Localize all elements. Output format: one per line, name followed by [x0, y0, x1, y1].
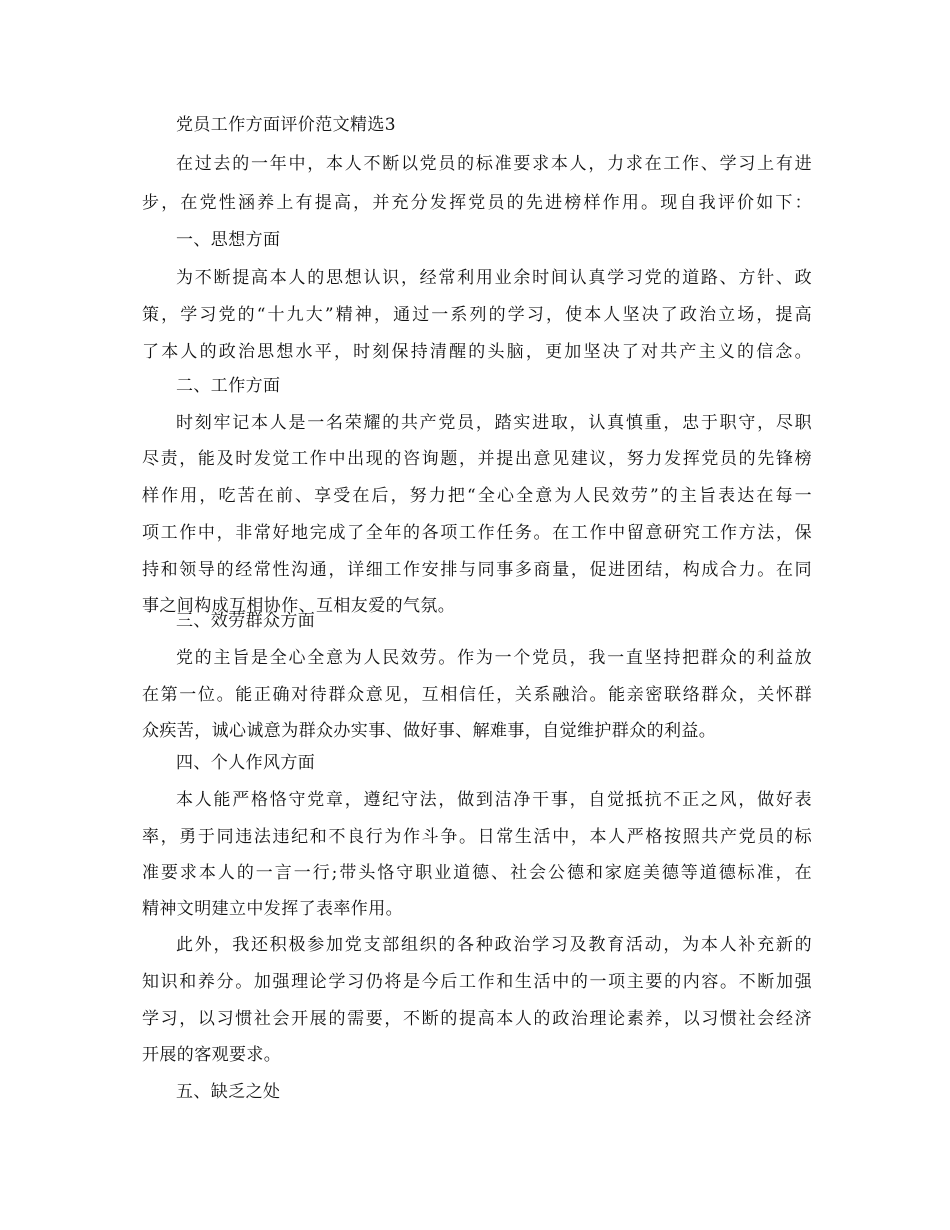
paragraph-line: 事之间构成互相协作、互相友爱的气氛。	[142, 596, 456, 616]
paragraph-line: 尽责，能及时发觉工作中出现的咨询题，并提出意见建议，努力发挥党员的先锋榜	[142, 449, 812, 469]
paragraph-line: 样作用，吃苦在前、享受在后，努力把“全心全意为人民效劳”的主旨表达在每一	[142, 486, 812, 506]
section-heading: 五、缺乏之处	[176, 1082, 281, 1102]
document-title: 党员工作方面评价范文精选3	[176, 115, 397, 135]
paragraph-line: 众疾苦，诚心诚意为群众办实事、做好事、解难事，自觉维护群众的利益。	[142, 721, 717, 741]
paragraph-line: 在第一位。能正确对待群众意见，互相信任，关系融洽。能亲密联络群众，关怀群	[142, 685, 812, 705]
intro-line: 在过去的一年中，本人不断以党员的标准要求本人，力求在工作、学习上有进	[176, 154, 812, 174]
paragraph-line: 精神文明建立中发挥了表率作用。	[142, 899, 403, 919]
paragraph-line: 项工作中，非常好地完成了全年的各项工作任务。在工作中留意研究工作方法，保	[142, 523, 812, 543]
paragraph-line: 学习，以习惯社会开展的需要，不断的提高本人的政治理论素养，以习惯社会经济	[142, 1009, 812, 1029]
section-heading: 二、工作方面	[176, 376, 281, 396]
section-heading: 三、效劳群众方面	[176, 611, 316, 631]
section-heading: 四、个人作风方面	[176, 753, 316, 773]
paragraph-line: 策，学习党的“十九大”精神，通过一系列的学习，使本人坚决了政治立场，提高	[142, 305, 812, 325]
paragraph-line: 时刻牢记本人是一名荣耀的共产党员，踏实进取，认真慎重，忠于职守，尽职	[176, 413, 812, 433]
intro-line: 步，在党性涵养上有提高，并充分发挥党员的先进榜样作用。现自我评价如下：	[142, 193, 812, 213]
paragraph-line: 了本人的政治思想水平，时刻保持清醒的头脑，更加坚决了对共产主义的信念。	[142, 342, 812, 362]
paragraph-line: 开展的客观要求。	[142, 1045, 282, 1065]
paragraph-line: 率，勇于同违法违纪和不良行为作斗争。日常生活中，本人严格按照共产党员的标	[142, 827, 812, 847]
paragraph-line: 知识和养分。加强理论学习仍将是今后工作和生活中的一项主要的内容。不断加强	[142, 972, 812, 992]
paragraph-line: 党的主旨是全心全意为人民效劳。作为一个党员，我一直坚持把群众的利益放	[176, 648, 812, 668]
paragraph-line: 持和领导的经常性沟通，详细工作安排与同事多商量，促进团结，构成合力。在同	[142, 560, 812, 580]
paragraph-line: 准要求本人的一言一行;带头恪守职业道德、社会公德和家庭美德等道德标准，在	[142, 863, 812, 883]
paragraph-line: 本人能严格恪守党章，遵纪守法，做到洁净干事，自觉抵抗不正之风，做好表	[176, 790, 812, 810]
section-heading: 一、思想方面	[176, 230, 281, 250]
paragraph-line: 为不断提高本人的思想认识，经常利用业余时间认真学习党的道路、方针、政	[176, 268, 812, 288]
paragraph-line: 此外，我还积极参加党支部组织的各种政治学习及教育活动，为本人补充新的	[176, 935, 812, 955]
